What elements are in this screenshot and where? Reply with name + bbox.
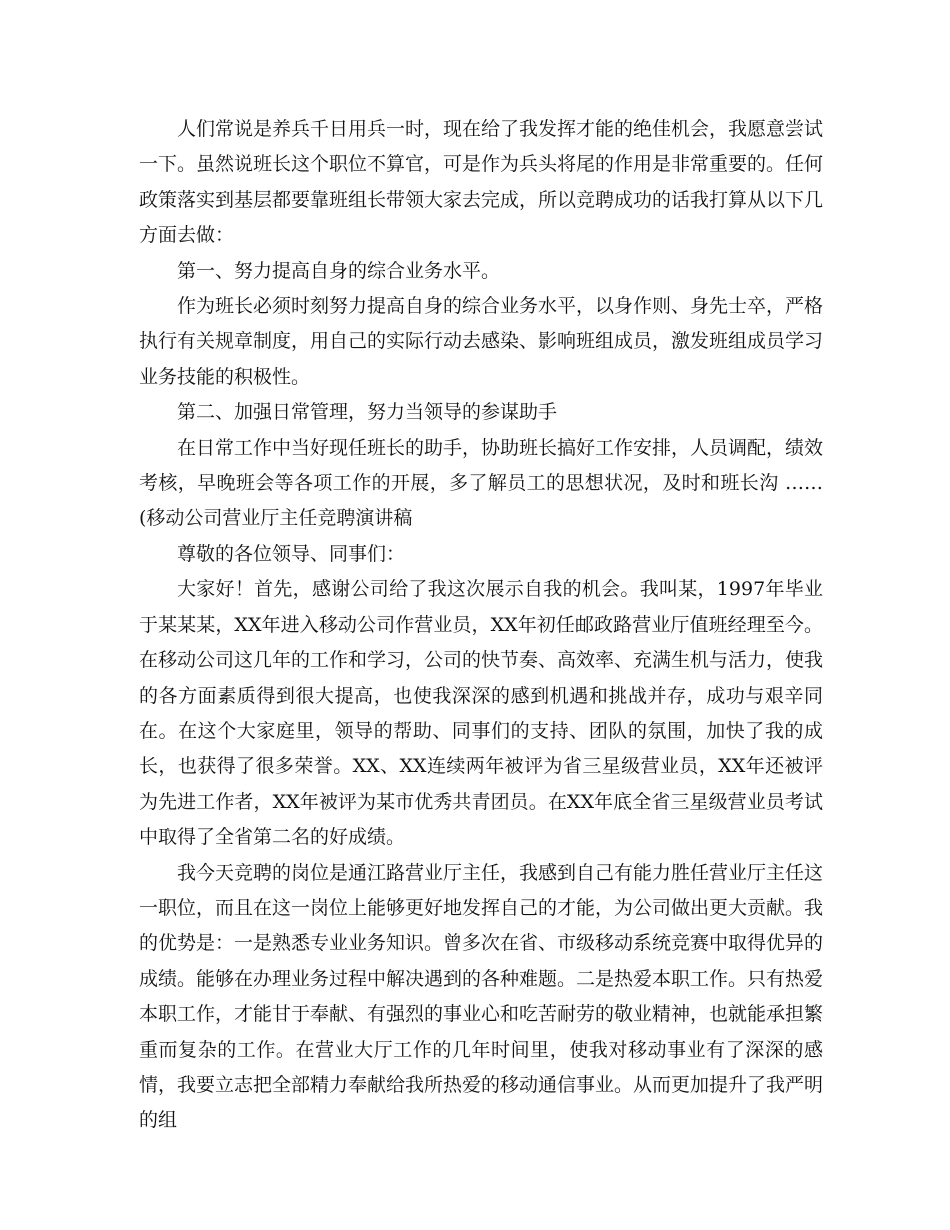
- paragraph-heading-first: 第一、努力提高自身的综合业务水平。: [177, 259, 501, 282]
- paragraph-heading-second: 第二、加强日常管理，努力当领导的参谋助手: [177, 401, 558, 424]
- paragraph-first-detail: 作为班长必须时刻努力提高自身的综合业务水平，以身作则、身先士卒，严格执行有关规章制度，用自己的实际行动去感染、影响班组成员，激发班组成员学习业务技能的积极性。: [139, 295, 824, 388]
- paragraph-self-intro: 大家好！首先，感谢公司给了我这次展示自我的机会。我叫某，1997年毕业于某某某，XX年进入移动公司作营业员，XX年初任邮政路营业厅值班经理至今。在移动公司这几年的工作和学习，公司的快节奏、高效率、充满生机与活力，使我的各方面素质得到很大提高，也使我深深的感到机遇和挑战并存，成功与艰辛同在。在这个大家庭里，领导的帮助、同事们的支持、团队的氛围，加快了我的成长，也获得了很多荣誉。XX、XX连续两年被评为省三星级营业员，XX年还被评为先进工作者，XX年被评为某市优秀共青团员。在XX年底全省三星级营业员考试中取得了全省第二名的好成绩。: [139, 578, 824, 849]
- paragraph-intro: 人们常说是养兵千日用兵一时，现在给了我发挥才能的绝佳机会，我愿意尝试一下。虽然说班长这个职位不算官，可是作为兵头将尾的作用是非常重要的。任何政策落实到基层都要靠班组长带领大家去完成，所以竞聘成功的话我打算从以下几方面去做：: [139, 118, 824, 247]
- document-body: [139, 112, 823, 1139]
- paragraph-position: 我今天竞聘的岗位是通江路营业厅主任，我感到自己有能力胜任营业厅主任这一职位，而且在这一岗位上能够更好地发挥自己的才能，为公司做出更大贡献。我的优势是：一是熟悉专业业务知识。曾多次在省、市级移动系统竞赛中取得优异的成绩。能够在办理业务过程中解决遇到的各种难题。二是热爱本职工作。只有热爱本职工作，才能甘于奉献、有强烈的事业心和吃苦耐劳的敬业精神，也就能承担繁重而复杂的工作。在营业大厅工作的几年时间里，使我对移动事业有了深深的感情，我要立志把全部精力奉献给我所热爱的移动通信事业。从而更加提升了我严明的组: [139, 861, 824, 1132]
- paragraph-second-detail: 在日常工作中当好现任班长的助手，协助班长搞好工作安排，人员调配，绩效考核，早晚班会等各项工作的开展，多了解员工的思想状况，及时和班长沟 ……(移动公司营业厅主任竞聘演讲稿: [139, 436, 824, 530]
- paragraph-salutation: 尊敬的各位领导、同事们：: [177, 542, 406, 565]
